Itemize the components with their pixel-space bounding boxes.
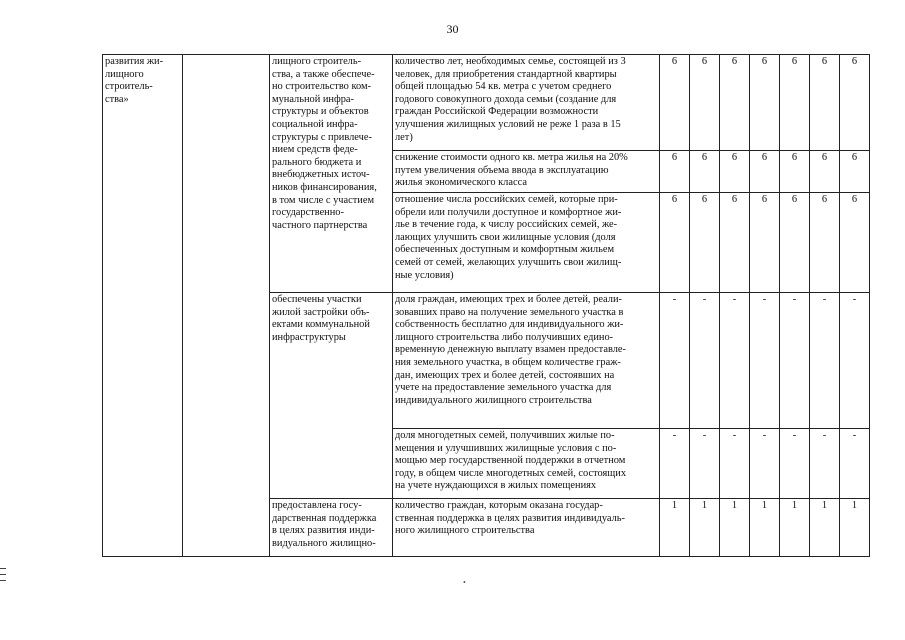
value-cell: 6 bbox=[840, 55, 870, 151]
value-cell: 1 bbox=[780, 499, 810, 557]
value-cell: - bbox=[780, 429, 810, 499]
indicator-cell: отношение числа российских семей, которые при- обрели или получили доступное и комфортное жи- лье в течение года, к числу российских семей, же- лающих улучшить свои жилищные условия (доля обеспеченных доступным и комфортным жильем семей от семей, желающих улучшить свои жилищ- ные условия) bbox=[393, 193, 660, 293]
value-cell: 6 bbox=[810, 193, 840, 293]
value-cell: 6 bbox=[660, 193, 690, 293]
value-cell: 6 bbox=[660, 55, 690, 151]
indicator-cell: доля граждан, имеющих трех и более детей, реали- зовавших право на получение земельного участка в собственность бесплатно для индивидуального жи- лищного строительства либо получивших едино- временную денежную выплату взамен предоставле- ния земельного участка, в общем количестве граж- дан, имеющих трех и более детей, состоявших на учете на предоставление земельного участка для индивидуального жилищного строительства bbox=[393, 293, 660, 429]
value-cell: - bbox=[720, 293, 750, 429]
value-cell: 6 bbox=[750, 151, 780, 193]
value-cell: 6 bbox=[780, 193, 810, 293]
value-cell: 1 bbox=[810, 499, 840, 557]
value-cell: - bbox=[840, 429, 870, 499]
value-cell: 6 bbox=[720, 151, 750, 193]
goal-cell: предоставлена госу- дарственная поддержка в целях развития инди- видуального жилищно- bbox=[270, 499, 393, 557]
value-cell: - bbox=[810, 429, 840, 499]
margin-mark bbox=[0, 580, 6, 581]
value-cell: 6 bbox=[810, 151, 840, 193]
table-body bbox=[103, 55, 870, 557]
value-cell: - bbox=[660, 429, 690, 499]
value-cell: - bbox=[690, 429, 720, 499]
value-cell: 1 bbox=[840, 499, 870, 557]
goal-cell: лищного строитель- ства, а также обеспече- но строительство ком- мунальной инфра- структуры и объектов социальной инфра- структуры с привлече- нием средств феде- рального бюджета и внебюджетных источ- ников финансирования, в том числе с участием государственно- частного партнерства bbox=[270, 55, 393, 293]
value-cell: 1 bbox=[660, 499, 690, 557]
value-cell: 6 bbox=[690, 193, 720, 293]
value-cell: 1 bbox=[720, 499, 750, 557]
indicator-cell: снижение стоимости одного кв. метра жилья на 20% путем увеличения объема ввода в эксплуатацию жилья экономического класса bbox=[393, 151, 660, 193]
indicator-cell: доля многодетных семей, получивших жилые по- мещения и улучшивших жилищные условия с по- мощью мер государственной поддержки в отчетном году, в общем числе многодетных семей, состоящих на учете нуждающихся в жилых помещениях bbox=[393, 429, 660, 499]
value-cell: - bbox=[780, 293, 810, 429]
value-cell: 1 bbox=[690, 499, 720, 557]
value-cell: 6 bbox=[690, 151, 720, 193]
value-cell: 6 bbox=[660, 151, 690, 193]
value-cell: 6 bbox=[810, 55, 840, 151]
value-cell: - bbox=[750, 293, 780, 429]
value-cell: - bbox=[840, 293, 870, 429]
program-name-cell: развития жи- лищного строитель- ства» bbox=[103, 55, 183, 557]
value-cell: - bbox=[750, 429, 780, 499]
value-cell: 6 bbox=[720, 55, 750, 151]
value-cell: 6 bbox=[690, 55, 720, 151]
empty-column-cell bbox=[183, 55, 270, 557]
value-cell: 6 bbox=[750, 193, 780, 293]
margin-mark bbox=[0, 574, 6, 575]
table-row bbox=[103, 55, 870, 151]
value-cell: - bbox=[690, 293, 720, 429]
value-cell: - bbox=[660, 293, 690, 429]
indicator-cell: количество лет, необходимых семье, состоящей из 3 человек, для приобретения стандартной квартиры общей площадью 54 кв. метра с учетом среднего годового совокупного дохода семьи (создание для граждан Российской Федерации возможности улучшения жилищных условий не реже 1 раза в 15 лет) bbox=[393, 55, 660, 151]
scan-dot: • bbox=[463, 578, 466, 587]
value-cell: 6 bbox=[720, 193, 750, 293]
value-cell: 6 bbox=[780, 55, 810, 151]
value-cell: 6 bbox=[750, 55, 780, 151]
value-cell: 6 bbox=[840, 151, 870, 193]
value-cell: - bbox=[810, 293, 840, 429]
value-cell: 1 bbox=[750, 499, 780, 557]
margin-mark bbox=[0, 568, 6, 569]
program-table bbox=[102, 54, 870, 557]
value-cell: - bbox=[720, 429, 750, 499]
value-cell: 6 bbox=[840, 193, 870, 293]
page-number: 30 bbox=[446, 22, 459, 36]
indicator-cell: количество граждан, которым оказана государ- ственная поддержка в целях развития индивидуаль- ного жилищного строительства bbox=[393, 499, 660, 557]
goal-cell: обеспечены участки жилой застройки объ- ектами коммунальной инфраструктуры bbox=[270, 293, 393, 499]
value-cell: 6 bbox=[780, 151, 810, 193]
